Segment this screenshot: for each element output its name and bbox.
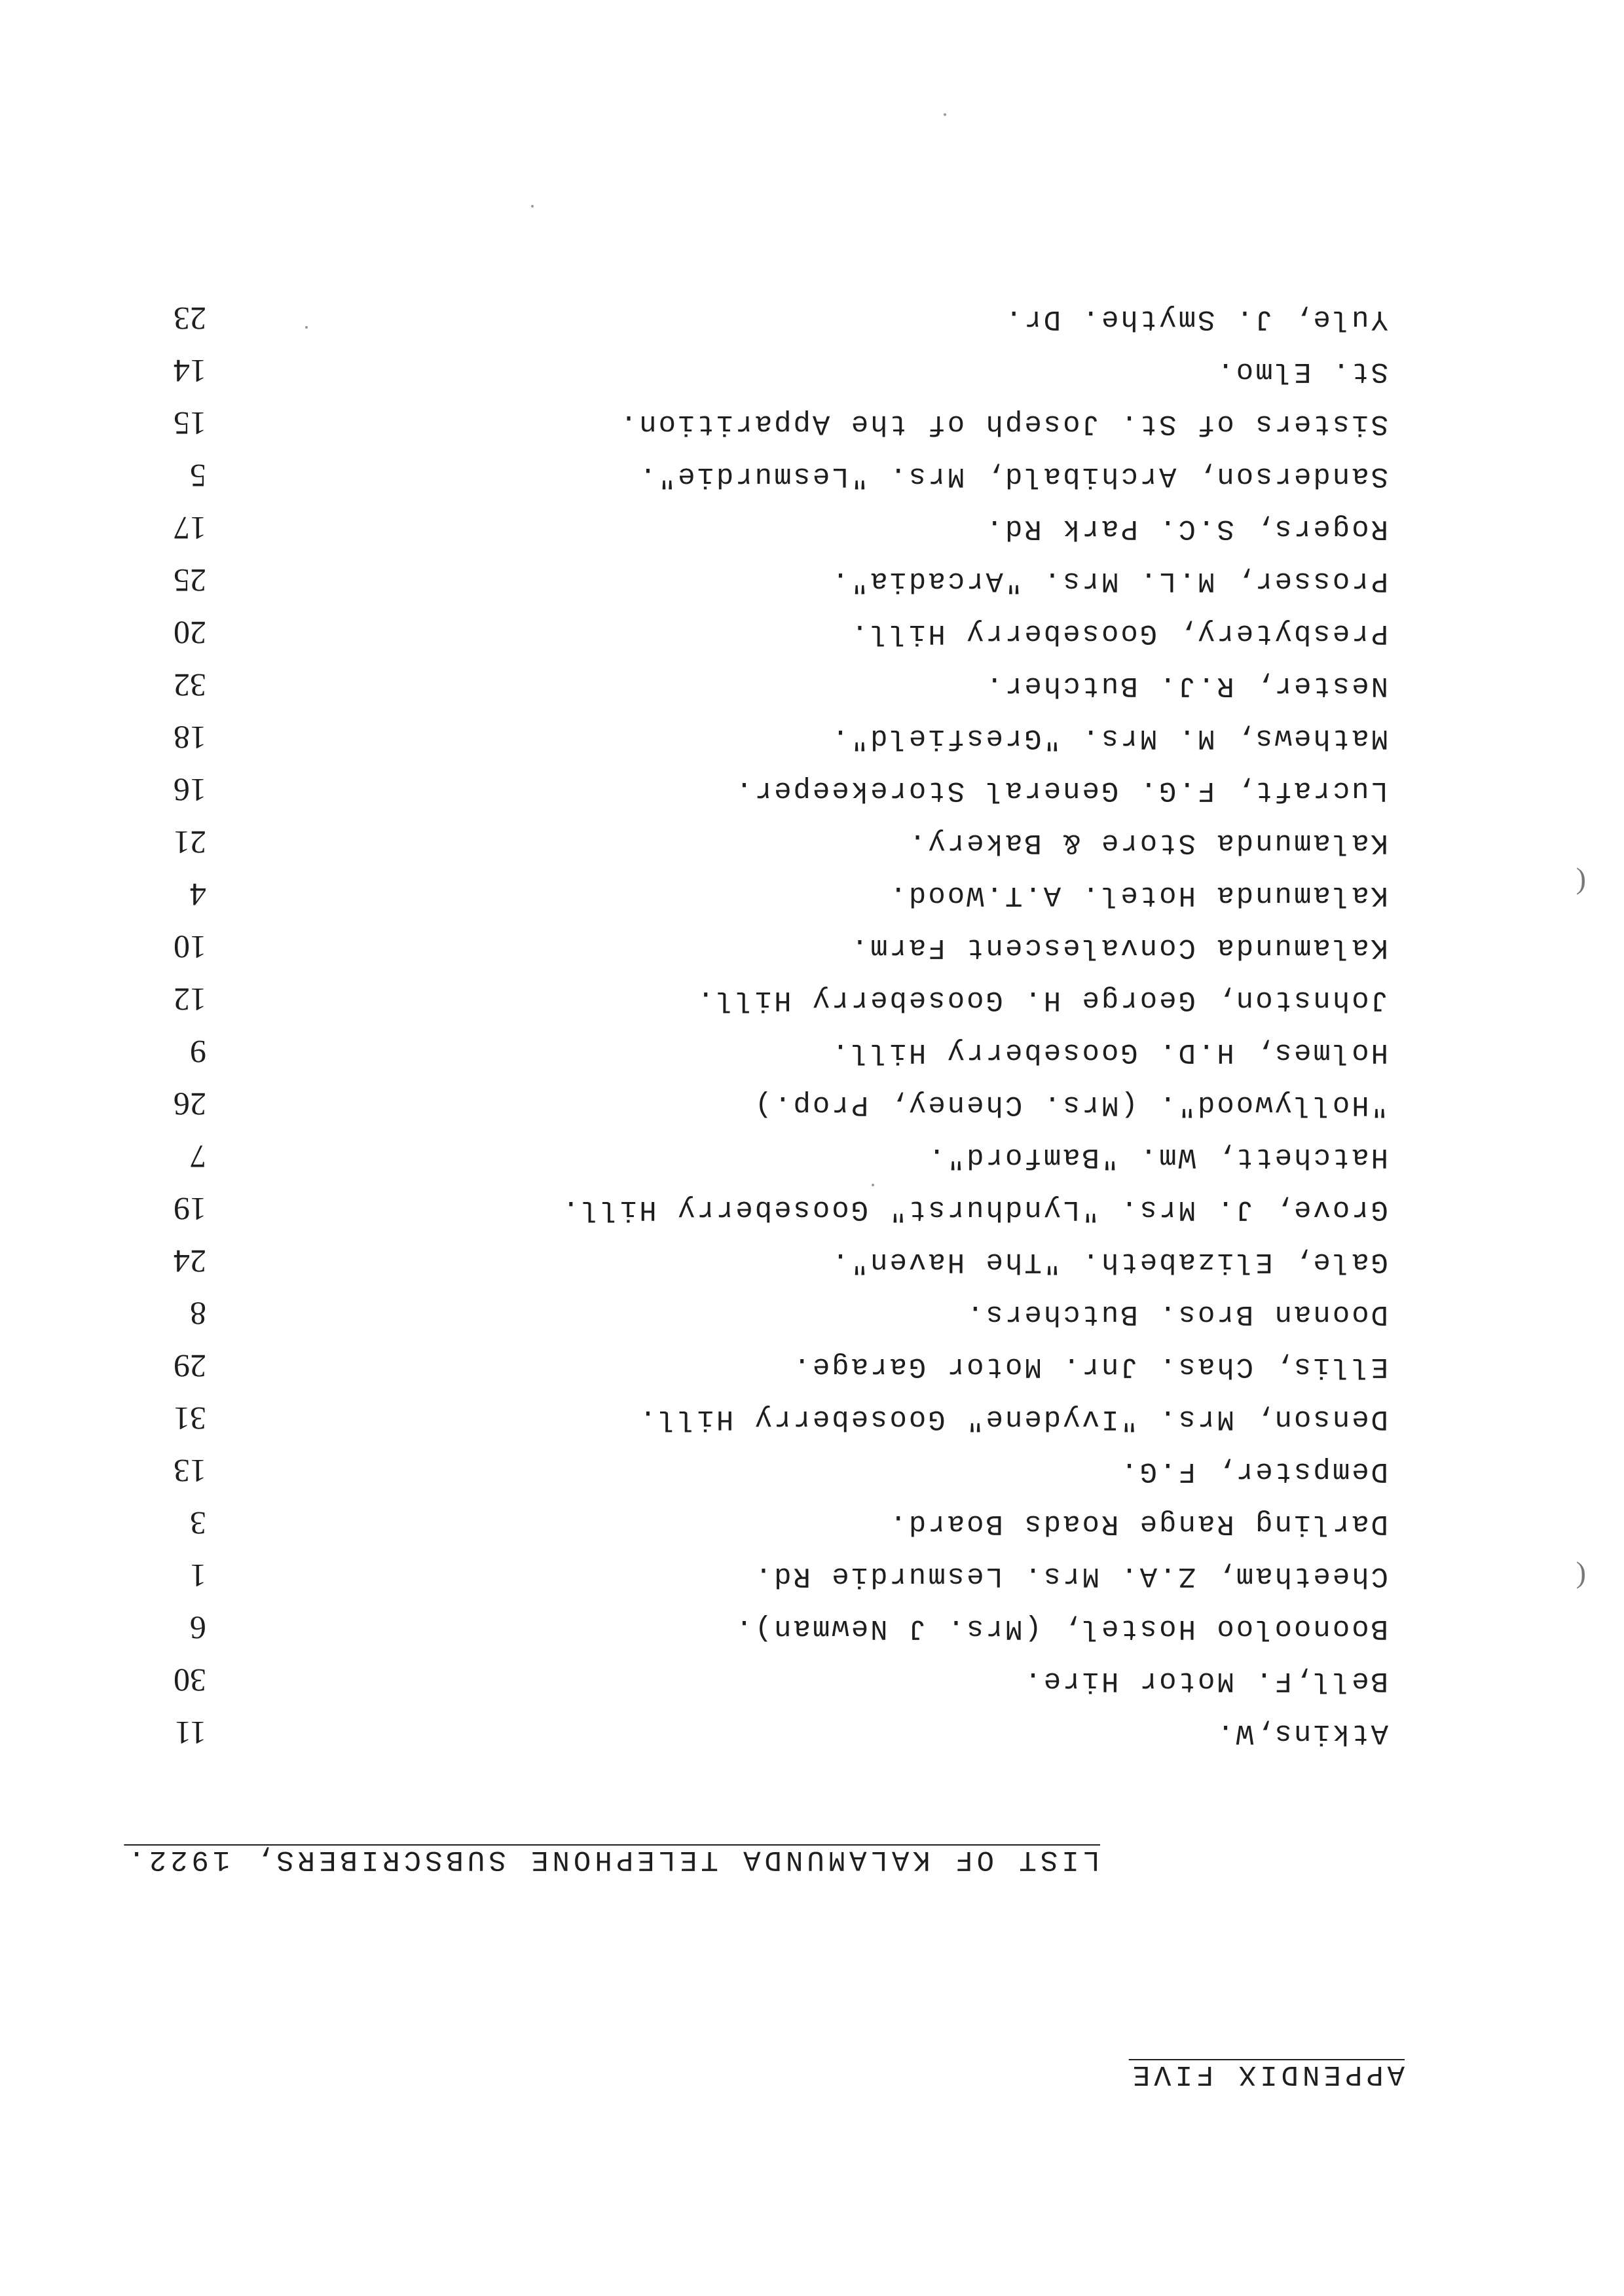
subscriber-number: 9 bbox=[190, 1034, 206, 1070]
scan-speck bbox=[305, 326, 308, 329]
subscriber-number: 24 bbox=[174, 1243, 206, 1280]
subscriber-name: Kalamunda Store & Bakery. bbox=[906, 826, 1388, 859]
subscriber-name: Hatchett, Wm. "Bamford". bbox=[926, 1140, 1388, 1173]
subscriber-name: Lucraft, F.G. General Storekeeper. bbox=[733, 774, 1388, 807]
subscriber-number: 26 bbox=[174, 1086, 206, 1123]
subscriber-number: 10 bbox=[174, 929, 206, 966]
subscriber-number: 1 bbox=[190, 1558, 206, 1594]
subscriber-name: Boonooloo Hostel, (Mrs. J Newman). bbox=[733, 1612, 1388, 1645]
subscriber-name: Johnston, George H. Gooseberry Hill. bbox=[695, 983, 1388, 1016]
scan-speck bbox=[531, 205, 534, 208]
subscriber-number: 14 bbox=[174, 353, 206, 390]
subscriber-number: 23 bbox=[174, 301, 206, 337]
subscriber-name: Bell,F. Motor Hire. bbox=[1022, 1664, 1388, 1697]
subscriber-name: Sisters of St. Joseph of the Apparition. bbox=[618, 407, 1388, 440]
subscriber-number: 16 bbox=[174, 772, 206, 809]
subscriber-name: Yule, J. Smythe. Dr. bbox=[1003, 302, 1388, 335]
subscriber-name: Gale, Elizabeth. "The Haven". bbox=[830, 1245, 1388, 1278]
subscriber-name: Kalamunda Hotel. A.T.Wood. bbox=[887, 879, 1388, 911]
subscriber-name: Kalamunda Convalescent Farm. bbox=[849, 931, 1388, 964]
subscriber-name: Darling Range Roads Board. bbox=[887, 1507, 1388, 1540]
subscriber-number: 31 bbox=[174, 1400, 206, 1437]
subscriber-number: 21 bbox=[174, 824, 206, 861]
subscriber-name: Prosser, M.L. Mrs. "Arcadia". bbox=[830, 564, 1388, 597]
subscriber-number: 18 bbox=[174, 720, 206, 756]
subscriber-name: St. Elmo. bbox=[1215, 355, 1388, 388]
subscriber-number: 7 bbox=[190, 1139, 206, 1175]
subscriber-name: Denson, Mrs. "Ivydene" Gooseberry Hill. bbox=[637, 1402, 1388, 1435]
subscriber-name: Grove, J. Mrs. "Lyndhurst" Gooseberry Hill. bbox=[560, 1193, 1388, 1226]
subscriber-number: 17 bbox=[174, 510, 206, 547]
appendix-heading: APPENDIX FIVE bbox=[1128, 2058, 1405, 2090]
subscriber-name: Doonan Bros. Butchers. bbox=[965, 1298, 1388, 1330]
subscriber-name: Holmes, H.D. Gooseberry Hill. bbox=[830, 1036, 1388, 1068]
subscriber-name: Atkins,W. bbox=[1215, 1717, 1388, 1749]
subscriber-number: 13 bbox=[174, 1453, 206, 1489]
document-title: LIST OF KALAMUNDA TELEPHONE SUBSCRIBERS, 1922. bbox=[124, 1843, 1100, 1876]
subscriber-name: Rogers, S.C. Park Rd. bbox=[984, 512, 1388, 545]
subscriber-name: Nester, R.J. Butcher. bbox=[984, 669, 1388, 702]
subscriber-number: 5 bbox=[190, 458, 206, 494]
subscriber-number: 8 bbox=[190, 1296, 206, 1332]
subscriber-name: Ellis, Chas. Jnr. Motor Garage. bbox=[791, 1350, 1388, 1383]
subscriber-number: 11 bbox=[174, 1715, 206, 1751]
subscriber-name: "Hollywood". (Mrs. Cheney, Prop.) bbox=[752, 1088, 1388, 1121]
subscriber-number: 29 bbox=[174, 1348, 206, 1385]
subscriber-name: Dempster, F.G. bbox=[1118, 1455, 1388, 1487]
subscriber-name: Mathews, M. Mrs. "Gresfield". bbox=[830, 721, 1388, 754]
scan-speck bbox=[944, 113, 946, 116]
margin-bracket-mark: ( bbox=[1576, 1561, 1586, 1595]
subscriber-name: Sanderson, Archibald, Mrs. "Lesmurdie". bbox=[637, 460, 1388, 492]
subscriber-number: 25 bbox=[174, 562, 206, 599]
subscriber-number: 4 bbox=[190, 877, 206, 913]
subscriber-number: 6 bbox=[190, 1610, 206, 1647]
subscriber-name: Presbytery, Gooseberry Hill. bbox=[849, 617, 1388, 649]
subscriber-number: 12 bbox=[174, 981, 206, 1018]
scan-speck bbox=[872, 1184, 874, 1186]
subscriber-number: 32 bbox=[174, 667, 206, 704]
subscriber-number: 3 bbox=[190, 1505, 206, 1542]
margin-bracket-mark: ( bbox=[1576, 867, 1586, 901]
subscriber-name: Cheetham, Z.A. Mrs. Lesmurdie Rd. bbox=[752, 1559, 1388, 1592]
subscriber-number: 20 bbox=[174, 615, 206, 651]
subscriber-number: 30 bbox=[174, 1662, 206, 1699]
subscriber-number: 19 bbox=[174, 1191, 206, 1228]
subscriber-number: 15 bbox=[174, 405, 206, 442]
